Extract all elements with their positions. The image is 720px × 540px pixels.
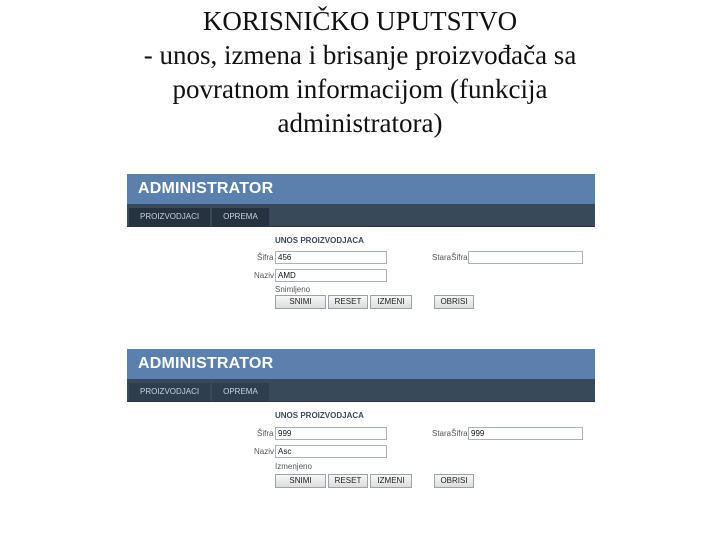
section-title: UNOS PROIZVODJACA	[275, 236, 364, 245]
sifra-label: Šifra	[257, 253, 274, 262]
obrisi-button[interactable]: OBRISI	[434, 295, 474, 309]
status-text: Snimljeno	[275, 285, 311, 294]
reset-button[interactable]: RESET	[328, 295, 368, 309]
tab-proizvodjaci[interactable]: PROIZVODJACI	[129, 208, 210, 226]
tab-oprema[interactable]: OPREMA	[212, 208, 269, 226]
admin-nav	[127, 204, 595, 227]
reset-button[interactable]: RESET	[328, 474, 368, 488]
page-title	[40, 4, 680, 140]
stara-sifra-input[interactable]	[468, 251, 583, 264]
title-line: povratnom informacijom (funkcija	[172, 74, 548, 104]
sifra-label: Šifra	[257, 429, 274, 438]
stara-sifra-input[interactable]: 999	[468, 427, 583, 440]
admin-screenshot-edit	[127, 349, 595, 522]
admin-banner: ADMINISTRATOR	[127, 174, 595, 204]
sifra-input[interactable]: 456	[275, 251, 387, 264]
producer-form	[127, 227, 595, 347]
admin-banner: ADMINISTRATOR	[127, 349, 595, 379]
izmeni-button[interactable]: IZMENI	[370, 295, 412, 309]
tab-oprema[interactable]: OPREMA	[212, 383, 269, 401]
snimi-button[interactable]: SNIMI	[275, 474, 326, 488]
producer-form	[127, 402, 595, 522]
admin-nav	[127, 379, 595, 402]
stara-sifra-label: StaraŠifra	[432, 429, 468, 438]
naziv-input[interactable]: Asc	[275, 445, 387, 458]
admin-screenshot-insert	[127, 174, 595, 347]
naziv-input[interactable]: AMD	[275, 269, 387, 282]
naziv-label: Naziv	[254, 447, 275, 456]
izmeni-button[interactable]: IZMENI	[370, 474, 412, 488]
snimi-button[interactable]: SNIMI	[275, 295, 326, 309]
stara-sifra-label: StaraŠifra	[432, 253, 468, 262]
title-line: KORISNIČKO UPUTSTVO	[202, 6, 518, 36]
section-title: UNOS PROIZVODJACA	[275, 411, 364, 420]
status-text: Izmenjeno	[275, 462, 312, 471]
tab-proizvodjaci[interactable]: PROIZVODJACI	[129, 383, 210, 401]
naziv-label: Naziv	[254, 271, 275, 280]
sifra-input[interactable]: 999	[275, 427, 387, 440]
title-line: administratora)	[277, 108, 443, 138]
obrisi-button[interactable]: OBRISI	[434, 474, 474, 488]
title-line: - unos, izmena i brisanje proizvođača sa	[143, 40, 577, 70]
